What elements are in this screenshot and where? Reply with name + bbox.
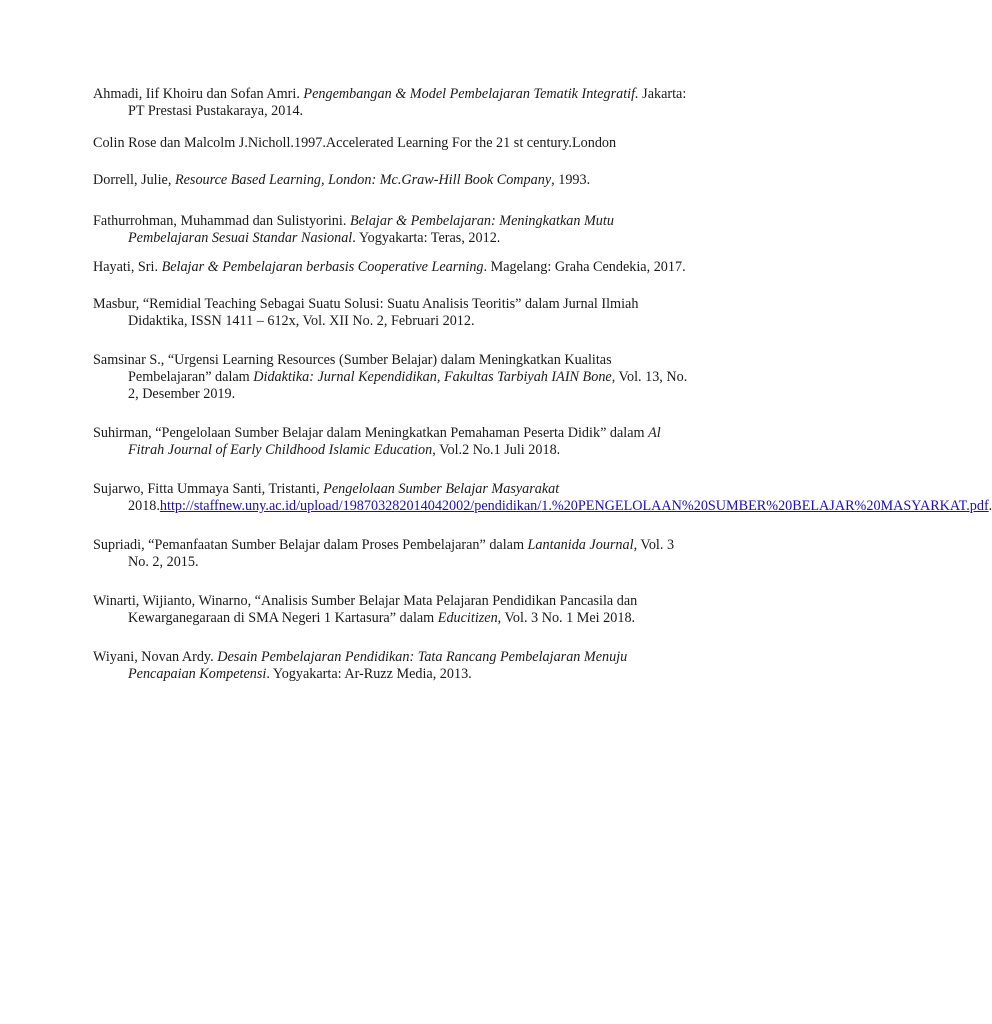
- reference-entry: [93, 259, 693, 276]
- reference-title: Didaktika: Jurnal Kependidikan, Fakultas Tarbiyah IAIN Bone: [253, 369, 612, 385]
- reference-entry: [93, 425, 693, 459]
- reference-publication: . Yogyakarta: Teras, 2012.: [352, 230, 501, 246]
- reference-author: Sujarwo, Fitta Ummaya Santi, Tristanti,: [93, 481, 324, 497]
- reference-author: Ahmadi, Iif Khoiru dan Sofan Amri.: [93, 86, 304, 102]
- reference-publication: , Vol. 13, No. 2, Desember 2019.: [128, 369, 688, 402]
- reference-author: Wiyani, Novan Ardy.: [93, 649, 218, 665]
- reference-entry: [93, 296, 693, 330]
- reference-title: Resource Based Learning, London: Mc.Graw-Hill Book Company: [174, 172, 552, 188]
- reference-entry: [93, 481, 992, 515]
- reference-publication: . Yogyakarta: Ar-Ruzz Media, 2013.: [266, 666, 472, 682]
- reference-url-link-continued[interactable]: 1.%20PENGELOLAAN%20SUMBER%20BELAJAR%20MASYARKAT.pdf: [541, 498, 989, 514]
- reference-author: Hayati, Sri.: [93, 259, 162, 275]
- reference-publication: . Magelang: Graha Cendekia, 2017.: [483, 259, 686, 275]
- reference-entry: [93, 649, 693, 683]
- reference-title: Lantanida Journal: [527, 537, 634, 553]
- reference-author: Dorrell, Julie,: [93, 172, 175, 188]
- reference-text: Colin Rose dan Malcolm J.Nicholl.1997.Accelerated Learning For the 21 st century.London: [93, 135, 617, 151]
- reference-text: Masbur, “Remidial Teaching Sebagai Suatu Solusi: Suatu Analisis Teoritis” dalam Jurnal Ilmiah Didaktika, ISSN 1411 – 612x, Vol. XII No. 2, Februari 2012.: [93, 296, 639, 329]
- reference-title: Educitizen: [437, 610, 498, 626]
- reference-publication: , Vol.2 No.1 Juli 2018.: [432, 442, 561, 458]
- reference-author: Fathurrohman, Muhammad dan Sulistyorini.: [93, 213, 350, 229]
- reference-entry: [93, 86, 693, 120]
- reference-publication: , 1993.: [551, 172, 591, 188]
- reference-title: Pengembangan & Model Pembelajaran Tematik Integratif.: [303, 86, 639, 102]
- reference-end: .: [988, 498, 992, 514]
- reference-entry: [93, 172, 693, 189]
- reference-entry: [93, 593, 693, 627]
- reference-title: Desain Pembelajaran Pendidikan: Tata Rancang Pembelajaran Menuju Pencapaian Kompetensi: [128, 649, 628, 682]
- reference-entry: [93, 135, 693, 152]
- reference-title: Pengelolaan Sumber Belajar Masyarakat: [323, 481, 560, 497]
- reference-publication: Jakarta: PT Prestasi Pustakaraya, 2014.: [128, 86, 687, 119]
- reference-entry: [93, 537, 693, 571]
- reference-author: Supriadi, “Pemanfaatan Sumber Belajar dalam Proses Pembelajaran” dalam: [93, 537, 528, 553]
- reference-year: 2018.: [128, 498, 160, 514]
- reference-entry: [93, 213, 693, 247]
- reference-title: Belajar & Pembelajaran berbasis Cooperative Learning: [161, 259, 484, 275]
- reference-title: Al Fitrah Journal of Early Childhood Islamic Education: [128, 425, 661, 458]
- reference-publication: , Vol. 3 No. 2, 2015.: [128, 537, 675, 570]
- reference-author: Suhirman, “Pengelolaan Sumber Belajar dalam Meningkatkan Pemahaman Peserta Didik” dalam: [93, 425, 649, 441]
- reference-author: Winarti, Wijianto, Winarno, “Analisis Sumber Belajar Mata Pelajaran Pendidikan Pancasila dan Kewarganegaraan di SMA Negeri 1 Kartasura” dalam: [93, 593, 638, 626]
- bibliography-list: [93, 86, 992, 700]
- reference-title: Belajar & Pembelajaran: Meningkatkan Mutu Pembelajaran Sesuai Standar Nasional: [128, 213, 614, 246]
- reference-url-link[interactable]: http://staffnew.uny.ac.id/upload/198703282014042002/pendidikan/: [159, 498, 542, 514]
- reference-entry: [93, 352, 693, 403]
- reference-author: Samsinar S., “Urgensi Learning Resources (Sumber Belajar) dalam Meningkatkan Kualitas Pembelajaran” dalam: [93, 352, 612, 385]
- reference-publication: , Vol. 3 No. 1 Mei 2018.: [497, 610, 636, 626]
